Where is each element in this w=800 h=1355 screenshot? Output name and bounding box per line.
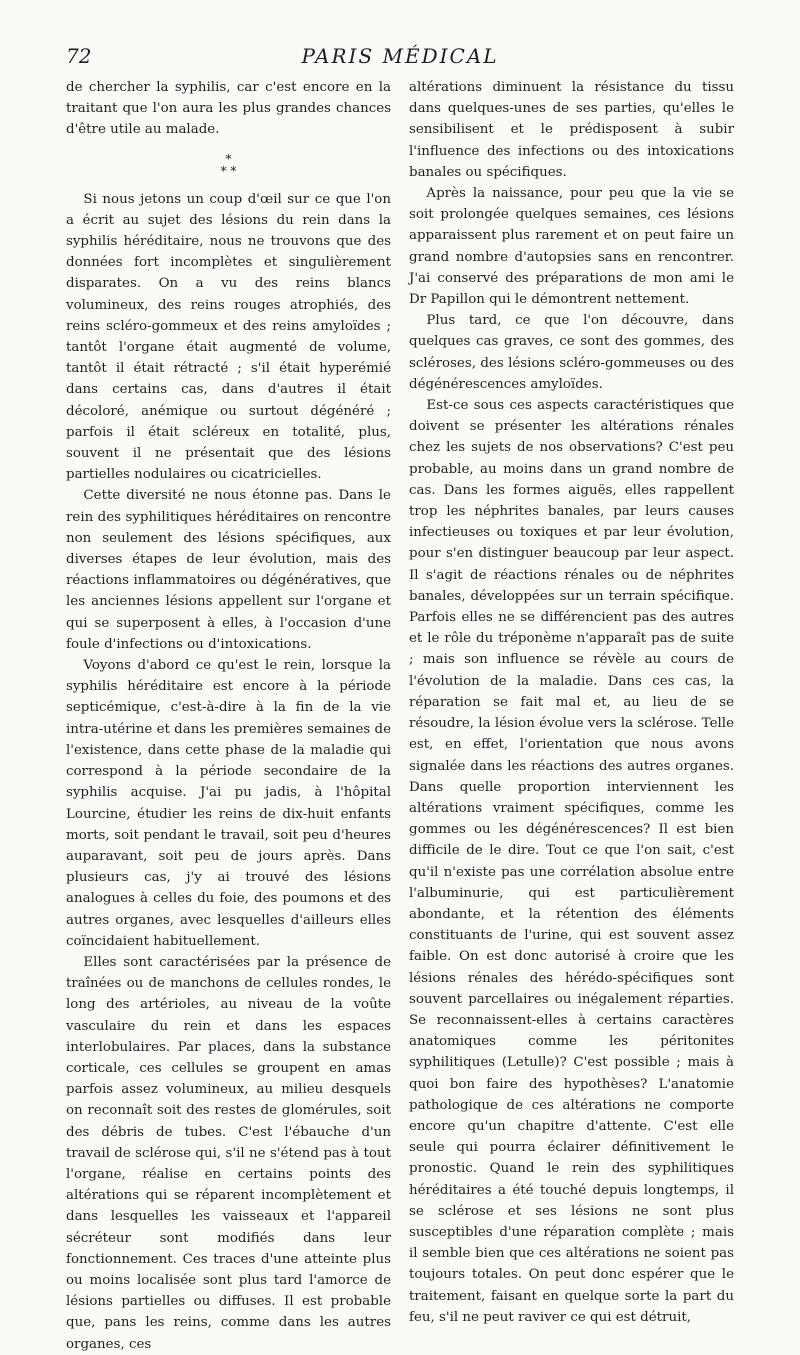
right-column <box>409 77 734 1355</box>
paragraph: Si nous jetons un coup d'œil sur ce que l'on a écrit au sujet des lésions du rein dans la syphilis héréditaire, nous ne trouvons que des données fort incomplètes et singulièrement disparates. On a vu des reins blancs volumineux, des reins rouges atrophiés, des reins scléro-gommeux et des reins amyloïdes ; tantôt l'organe était augmenté de volume, tantôt il était rétracté ; s'il était hyperémié dans certains cas, dans d'autres il était décoloré, anémique ou surtout dégénéré ; parfois il était scléreux en totalité, plus, souvent il ne présentait que des lésions partielles nodulaires ou cicatricielles. <box>66 191 391 483</box>
paragraph: Plus tard, ce que l'on découvre, dans quelques cas graves, ce sont des gommes, des scléroses, des lésions scléro-gommeuses ou des dégénérescences amyloïdes. <box>409 313 734 392</box>
text-columns <box>66 77 734 1355</box>
journal-title: PARIS MÉDICAL <box>301 44 499 68</box>
paragraph: Est-ce sous ces aspects caractéristiques que doivent se présenter les altérations rénales chez les sujets de nos observations? C'est peu probable, au moins dans un grand nombre de cas. Dans les formes aiguës, elles rappellent trop les néphrites banales, par leurs causes infectieuses ou toxiques et par leur évolution, pour s'en distinguer beaucoup par leur aspect. Il s'agit de réactions rénales ou de néphrites banales, développées sur un terrain spécifique. Parfois elles ne se différencient pas des autres et le rôle du tréponème n'apparaît pas de suite ; mais son influence se révèle au cours de l'évolution de la maladie. Dans ces cas, la réparation se fait mal et, au lieu de se résoudre, la lésion évolue vers la sclérose. Telle est, en effet, l'orientation que nous avons signalée dans les réactions des autres organes. Dans quelle proportion interviennent les altérations vraiment spécifiques, comme les gommes ou les dégénérescences? Il est bien difficile de le dire. Tout ce que l'on sait, c'est qu'il n'existe pas une corrélation absolue entre l'albuminurie, qui est particulièrement abondante, et la rétention des éléments constituants de l'urine, qui est souvent assez faible. On est donc autorisé à croire que les lésions rénales des hérédo-spécifiques sont souvent parcellaires ou inégalement réparties. Se reconnaissent-elles à certains caractères anatomiques comme les péritonites syphilitiques (Letulle)? C'est possible ; mais à quoi bon faire des hypothèses? L'anatomie pathologique de ces altérations ne comporte encore qu'un chapitre d'attente. C'est elle seule qui pourra éclairer définitivement le pronostic. Quand le rein des syphilitiques héréditaires a été touché depuis longtemps, il se sclérose et ses lésions ne sont plus susceptibles d'une réparation complète ; mais il semble bien que ces altérations ne soient pas toujours totales. On peut donc espérer que le traitement, faisant en quelque sorte la part du feu, s'il ne peut raviver ce qui est détruit, <box>409 398 734 1325</box>
left-column <box>66 77 391 1355</box>
paragraph: Elles sont caractérisées par la présence de traînées ou de manchons de cellules rondes, le long des artérioles, au niveau de la voûte vasculaire du rein et dans les espaces interlobulaires. Par places, dans la substance corticale, ces cellules se groupent en amas parfois assez volumineux, au milieu desquels on reconnaît soit des restes de glomérules, soit des débris de tubes. C'est l'ébauche d'un travail de sclérose qui, s'il ne s'étend pas à tout l'organe, réalise en certains points des altérations qui se réparent incomplètement et dans lesquelles les vaisseaux et l'appareil sécréteur sont modifiés dans leur fonctionnement. Ces traces d'une atteinte plus ou moins localisée sont plus tard l'amorce de lésions partielles ou diffuses. Il est probable que, pans les reins, comme dans les autres organes, ces <box>66 954 391 1352</box>
page-header <box>66 44 734 78</box>
asterism-top: * <box>225 151 232 166</box>
paragraph: altérations diminuent la résistance du tissu dans quelques-unes de ses parties, qu'elles le sensibilisent et le prédisposent à subir l'influence des infections ou des intoxications banales ou spécifiques. <box>409 80 734 180</box>
paragraph: Voyons d'abord ce qu'est le rein, lorsque la syphilis héréditaire est encore à la période septicémique, c'est-à-dire à la fin de la vie intra-utérine et dans les premières semaines de l'existence, dans cette phase de la maladie qui correspond à la période secondaire de la syphilis acquise. J'ai pu jadis, à l'hôpital Lourcine, étudier les reins de dix-huit enfants morts, soit pendant le travail, soit peu d'heures auparavant, soit peu de jours après. Dans plusieurs cas, j'y ai trouvé des lésions analogues à celles du foie, des poumons et des autres organes, avec lesquelles d'ailleurs elles coïncidaient habituellement. <box>66 658 392 949</box>
paragraph: de chercher la syphilis, car c'est encore en la traitant que l'on aura les plus grandes chances d'être utile au malade. <box>66 80 391 138</box>
paragraph: Cette diversité ne nous étonne pas. Dans le rein des syphilitiques héréditaires on rencontre non seulement des lésions spécifiques, aux diverses étapes de leur évolution, mais des réactions inflammatoires ou dégénératives, que les anciennes lésions appellent sur l'organe et qui se superposent à elles, à l'occasion d'une foule d'infections ou d'intoxications. <box>66 488 391 652</box>
paragraph: Après la naissance, pour peu que la vie se soit prolongée quelques semaines, ces lésions apparaissent plus rarement et on peut faire un grand nombre d'autopsies sans en rencontrer. J'ai conservé des préparations de mon ami le Dr Papillon qui le démontrent nettement. <box>409 186 734 308</box>
asterism-divider <box>66 153 391 177</box>
asterism-bottom: * * <box>220 163 237 178</box>
page-number: 72 <box>66 44 92 68</box>
